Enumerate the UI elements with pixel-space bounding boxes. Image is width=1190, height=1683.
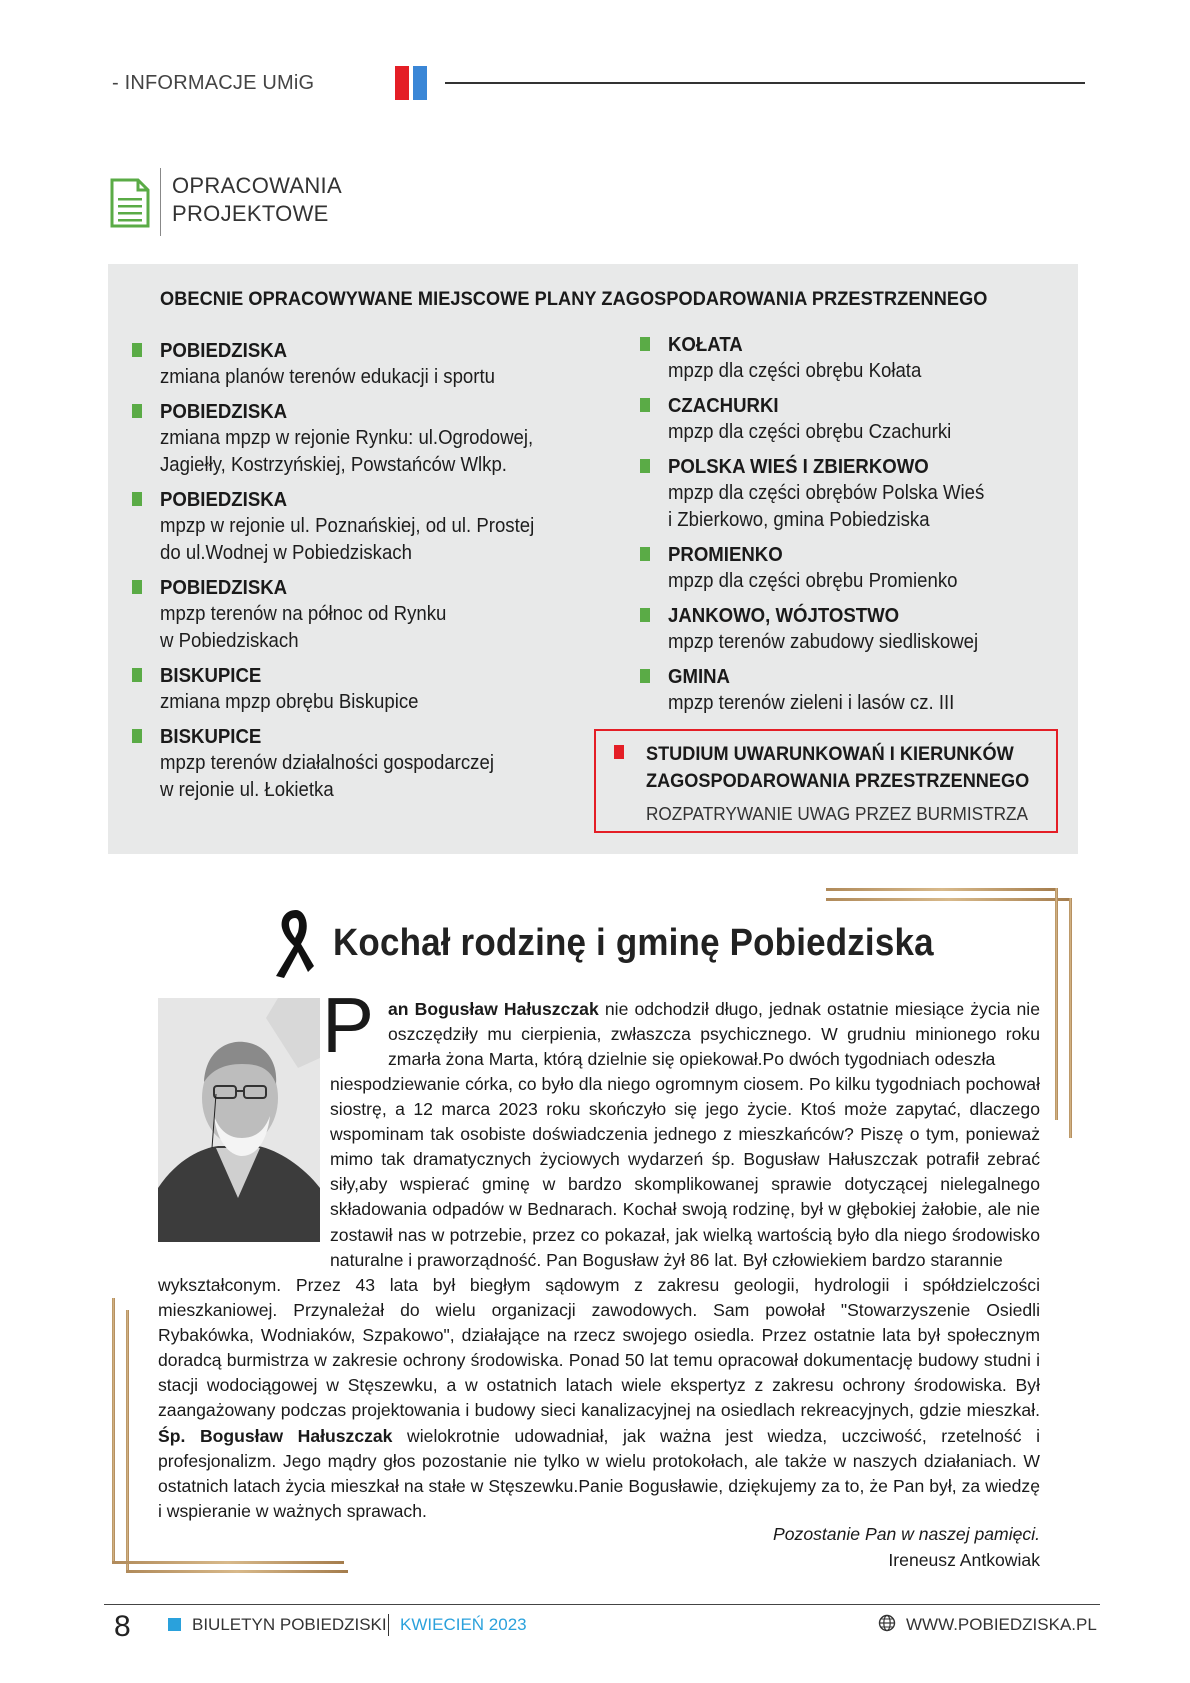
article-author: Ireneusz Antkowiak [888, 1550, 1040, 1570]
bullet-icon [614, 745, 624, 759]
article-paragraph: niespodziewanie córka, co było dla niego ogromnym ciosem. Po kilku tygodniach pochował siostrę, a 12 marca 2023 roku skończyło się jego życie. Ktoś może zapytać, dlaczego wspominam tak osobiste doświadczenia jednego z mieszkańców? Piszę o tym, ponieważ mimo tak dramatycznych życiowych wydarzeń śp. Bogusław Hałuszczak potrafił zebrać siły,aby wspierać gminę w bardzo skomplikowanej sprawie dotyczącej nielegalnego składowania odpadów w Bednarach. Kochał swoją rodzinę, był w głębokiej żałobie, ale nie zostawił nas w potrzebie, przez co pokazał, jak wielką wartością było dla niego środowisko naturalne i praworządność. Pan Bogusław żył 86 lat. Był człowiekiem bardzo starannie [330, 1074, 1040, 1270]
plan-item: POBIEDZISKA mpzp terenów na północ od Rynku w Pobiedziskach [132, 575, 592, 655]
bullet-icon [640, 669, 650, 683]
globe-icon [878, 1614, 896, 1632]
footer-website-link[interactable]: WWW.POBIEDZISKA.PL [906, 1615, 1097, 1634]
page-number: 8 [114, 1610, 131, 1643]
bullet-icon [640, 459, 650, 473]
studium-box [594, 729, 1058, 833]
plan-item: BISKUPICE mpzp terenów działalności gospodarczej w rejonie ul. Łokietka [132, 724, 592, 804]
bullet-icon [132, 729, 142, 743]
bullet-icon [132, 580, 142, 594]
plan-item: KOŁATA mpzp dla części obrębu Kołata [640, 332, 1060, 385]
bullet-icon [132, 492, 142, 506]
section-header: - INFORMACJE UMiG [112, 72, 315, 94]
article-paragraph: wykształconym. Przez 43 lata był biegłym sądowym z zakresu geologii, hydrologii i spółdzielczości mieszkaniowej. Przynależał do wielu organizacji zawodowych. Sam powołał "Stowarzyszenie Osiedli Rybakówka, Wodniaków, Szpakowo", działające na rzecz swojego osiedla. Przez ostatnie lata był społecznym doradcą burmistrza w zakresie ochrony środowiska. Ponad 50 lat temu opracował dokumentację budowy studni i stacji wodociągowej w Stęszewku, a w ostatnich latach wiele ekspertyz z zakresu ochrony środowiska. Był zaangażowany podczas projektowania i budowy sieci kanalizacyjnej na osiedlach rekreacyjnych, gdzie mieszkał. Śp. Bogusław Hałuszczak wielokrotnie udowadniał, jak ważna jest wiedza, uczciwość, rzetelność i profesjonalizm. Jego mądry głos pozostanie nie tylko w wielu protokołach, ale także w naszych działaniach. W ostatnich latach życia mieszkał na stałe w Stęszewku.Panie Bogusławie, dziękujemy za to, że Pan był, za wiedzę i wspieranie w ważnych sprawach. [158, 1275, 1040, 1521]
plans-title: OBECNIE OPRACOWYWANE MIEJSCOWE PLANY ZAGOSPODAROWANIA PRZESTRZENNEGO [160, 288, 988, 310]
plan-item: POBIEDZISKA zmiana mpzp w rejonie Rynku: ul.Ogrodowej, Jagiełły, Kostrzyńskiej, Powstańców Wlkp. [132, 399, 592, 479]
footer-square-icon [168, 1618, 181, 1631]
footer-divider [388, 1614, 389, 1636]
footer-publication: BIULETYN POBIEDZISKI [192, 1615, 387, 1634]
plan-item: GMINA mpzp terenów zieleni i lasów cz. III [640, 664, 1060, 717]
article-title: Kochał rodzinę i gminę Pobiedziska [333, 922, 934, 964]
studium-title: STUDIUM UWARUNKOWAŃ I KIERUNKÓW ZAGOSPODAROWANIA PRZESTRZENNEGO [646, 743, 1030, 792]
plan-item: BISKUPICE zmiana mpzp obrębu Biskupice [132, 663, 592, 716]
article-closing [600, 1521, 1040, 1573]
flag-icon [395, 66, 431, 100]
plan-item: CZACHURKI mpzp dla części obrębu Czachurki [640, 393, 1060, 446]
footer-rule [104, 1604, 1100, 1605]
document-icon [110, 178, 150, 228]
plans-left-column [132, 338, 592, 812]
mourning-ribbon-icon [268, 906, 318, 980]
bullet-icon [132, 343, 142, 357]
plan-item: JANKOWO, WÓJTOSTWO mpzp terenów zabudowy siedliskowej [640, 603, 1060, 656]
header-rule [445, 82, 1085, 84]
plan-item: POBIEDZISKA zmiana planów terenów edukacji i sportu [132, 338, 592, 391]
plan-item: PROMIENKO mpzp dla części obrębu Promienko [640, 542, 1060, 595]
article-paragraph: an Bogusław Hałuszczak nie odchodził długo, jednak ostatnie miesiące życia nie oszczędziły mu cierpienia, zwłaszcza psychicznego. W grudniu minionego roku zmarła żona Marta, którą dzielnie się opiekował.Po dwóch tygodniach odeszła [388, 999, 1040, 1070]
plans-right-column [640, 332, 1060, 725]
footer-date: KWIECIEŃ 2023 [400, 1615, 527, 1634]
plan-item: POBIEDZISKA mpzp w rejonie ul. Poznańskiej, od ul. Prostej do ul.Wodnej w Pobiedziskach [132, 487, 592, 567]
bullet-icon [132, 668, 142, 682]
studium-status: ROZPATRYWANIE UWAG PRZEZ BURMISTRZA [646, 803, 1029, 824]
section-divider [160, 168, 161, 236]
bullet-icon [640, 337, 650, 351]
drop-cap: P [322, 981, 375, 1069]
closing-quote: Pozostanie Pan w naszej pamięci. [773, 1524, 1040, 1544]
bullet-icon [640, 547, 650, 561]
bullet-icon [640, 608, 650, 622]
portrait-photo [158, 998, 320, 1242]
plan-item: POLSKA WIEŚ I ZBIERKOWO mpzp dla części obrębów Polska Wieś i Zbierkowo, gmina Pobiedziska [640, 454, 1060, 534]
bullet-icon [132, 404, 142, 418]
bullet-icon [640, 398, 650, 412]
section-title: OPRACOWANIA PROJEKTOWE [172, 173, 342, 226]
